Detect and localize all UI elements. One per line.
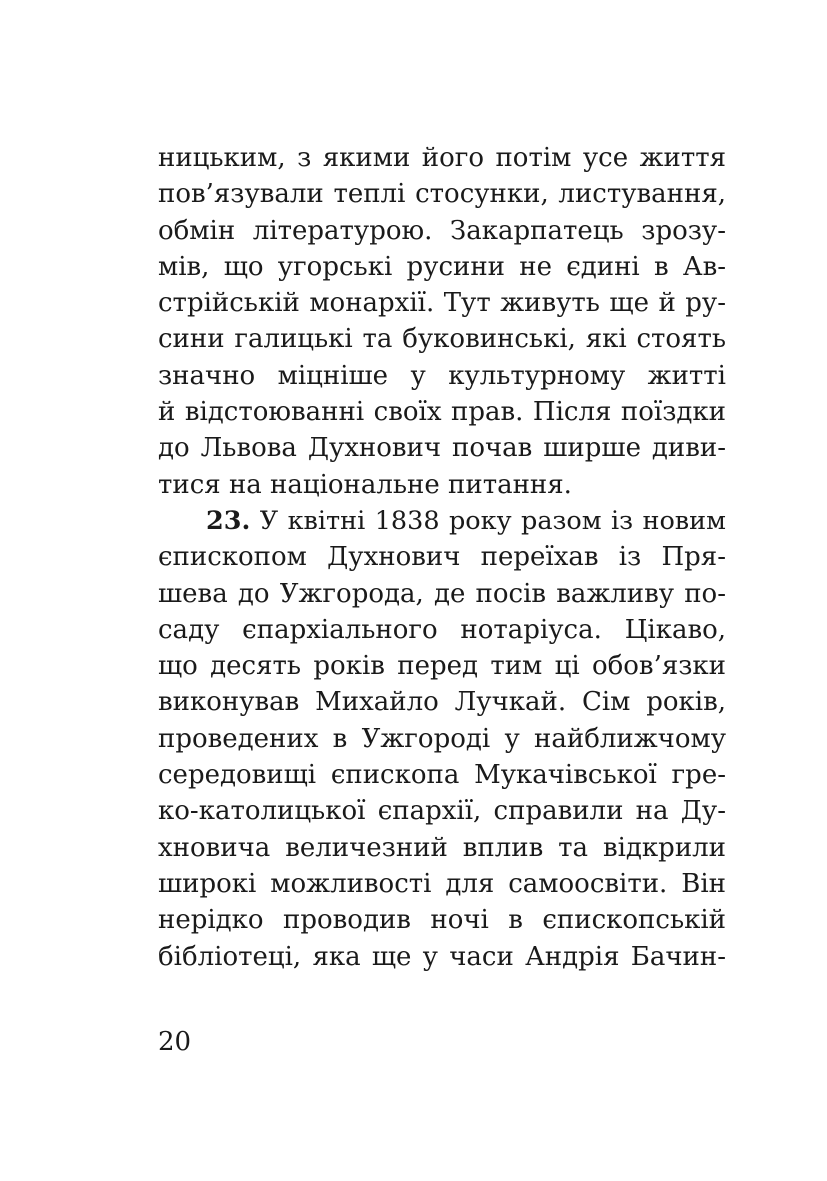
text-line: значно міцніше у культурному житті — [158, 360, 726, 391]
text-line: виконував Михайло Лучкай. Сім років, — [158, 687, 726, 718]
paragraph-number: 23. — [206, 505, 251, 536]
text-line: ницьким, з якими його потім усе життя — [158, 143, 726, 173]
text-line: пов’язували теплі стосунки, листування, — [158, 179, 726, 210]
paragraph-first-line: У квітні 1838 року разом із новим — [259, 505, 726, 536]
text-line: й відстоюванні своїх прав. Після поїздки — [158, 397, 726, 428]
text-line: сини галицькі та буковинські, які стоять — [158, 324, 726, 355]
text-line: стрійській монархії. Тут живуть ще й ру- — [158, 288, 726, 319]
paragraph-1 — [158, 140, 726, 503]
text-line: бібліотеці, яка ще у часи Андрія Бачин- — [158, 941, 726, 972]
paragraph-2 — [158, 503, 726, 975]
page-number: 20 — [158, 1027, 192, 1057]
text-line: мів, що угорські русини не єдині в Ав- — [158, 251, 726, 282]
text-line: що десять років перед тим ці обов’язки — [158, 651, 726, 682]
text-line: ко-католицької єпархії, справили на Ду- — [158, 796, 726, 827]
text-line: нерідко проводив ночі в єпископській — [158, 905, 726, 936]
text-line — [158, 503, 726, 539]
text-line: обмін літературою. Закарпатець зрозу- — [158, 215, 726, 246]
body-text — [158, 140, 726, 975]
text-line: тися на національне питання. — [158, 469, 572, 500]
text-line: до Львова Духнович почав ширше диви- — [158, 433, 726, 464]
text-line: широкі можливості для самоосвіти. Він — [158, 868, 726, 899]
text-line: єпископом Духнович переїхав із Пря- — [158, 542, 726, 573]
text-line: шева до Ужгорода, де посів важливу по- — [158, 578, 726, 609]
text-line: середовищі єпископа Мукачівської гре- — [158, 760, 726, 791]
text-line: хновича величезний вплив та відкрили — [158, 832, 726, 863]
text-line: проведених в Ужгороді у найближчому — [158, 723, 726, 754]
text-line: саду єпархіального нотаріуса. Цікаво, — [158, 614, 726, 645]
